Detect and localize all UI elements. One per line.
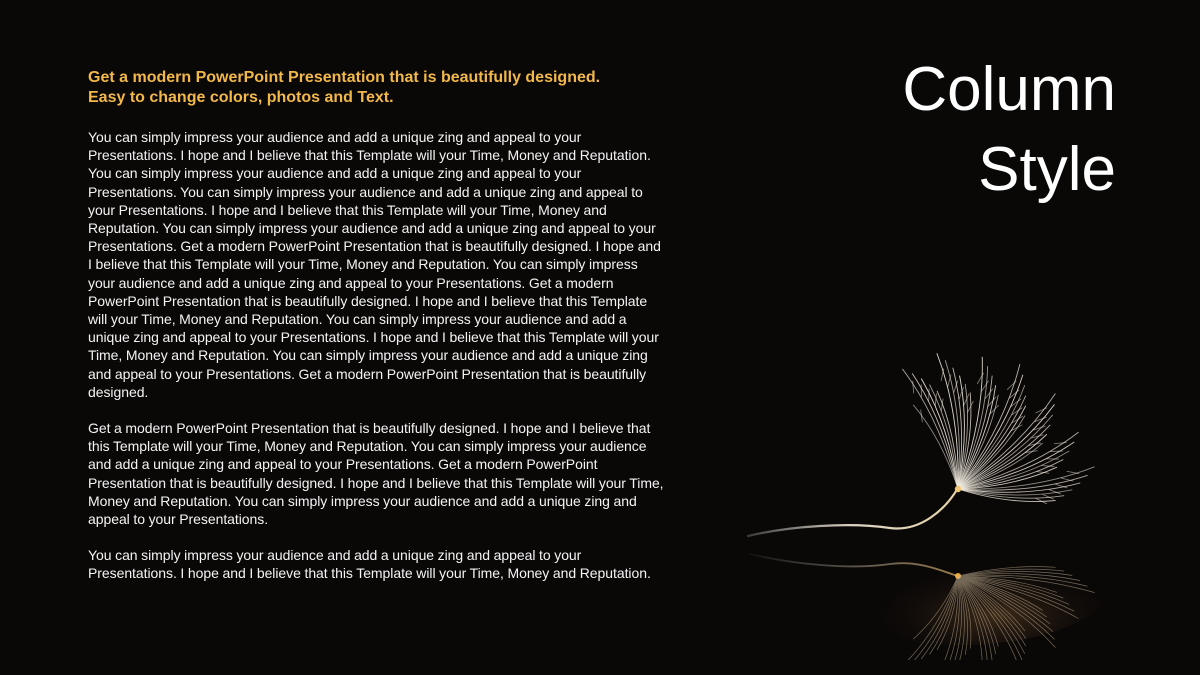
pappus-barb — [948, 375, 951, 387]
pappus-barb — [913, 381, 914, 393]
pappus-barb — [982, 381, 989, 391]
pappus-barb — [1042, 466, 1054, 467]
pappus-barb — [1061, 478, 1073, 481]
pappus-barb — [985, 389, 992, 399]
dandelion-seed-photo — [730, 350, 1110, 660]
body-paragraph-1: You can simply impress your audience and add a unique zing and appeal to your Presentations. I hope and I believe that this Template will your Time, Money and Reputation. You can simply impress your audience and add a unique zing and appeal to your Presentations. You can simply impress your audience and add a unique zing and appeal to your Presentations. I hope and I believe that this Template will your Time, Money and Reputation. You can simply impress your audience and add a unique zing and appeal to your Presentations. Get a modern PowerPoint Presentation that is beautifully designed. I hope and I believe that this Template will your Time, Money and Reputation. You can simply impress your audience and add a unique zing and appeal to your Presentations. Get a modern PowerPoint Presentation that is beautifully designed. I hope and I believe that this Template will your Time, Money and Reputation. You can simply impress your audience and add a unique zing and appeal to your Presentations. I hope and I believe that this Template will your Time, Money and Reputation. You can simply impress your audience and add a unique zing and appeal to your Presentations. Get a modern PowerPoint Presentation that is beautifully designed. — [88, 129, 661, 400]
text-column — [88, 68, 668, 601]
seed-head — [955, 486, 961, 492]
pappus-barb — [935, 394, 936, 406]
pappus-barb — [1036, 408, 1047, 413]
pappus-barb — [1054, 443, 1066, 444]
body-paragraph-3: You can simply impress your audience and add a unique zing and appeal to your Presentations. I hope and I believe that this Template will your Time, Money and Reputation. — [88, 547, 651, 582]
pappus-barb — [941, 369, 943, 381]
slide-title-line-1: Column — [902, 55, 1116, 124]
slide-title — [902, 50, 1116, 210]
pappus-barb — [1067, 471, 1079, 473]
body-paragraph-2: Get a modern PowerPoint Presentation that is beautifully designed. I hope and I believe that this Template will your Time, Money and Reputation. You can simply impress your audience and add a unique zing and appeal to your Presentations. Get a modern PowerPoint Presentation that is beautifully designed. I hope and I believe that this Template will your Time, Money and Reputation. You can simply impress your audience and add a unique zing and appeal to your Presentations. — [88, 420, 664, 528]
slide-heading: Get a modern PowerPoint Presentation that is beautifully designed. Easy to change colors, photos and Text. — [88, 69, 601, 106]
slide-title-line-2: Style — [978, 135, 1116, 204]
pappus-barb — [1007, 381, 1016, 389]
seed-pappus — [903, 354, 1095, 504]
